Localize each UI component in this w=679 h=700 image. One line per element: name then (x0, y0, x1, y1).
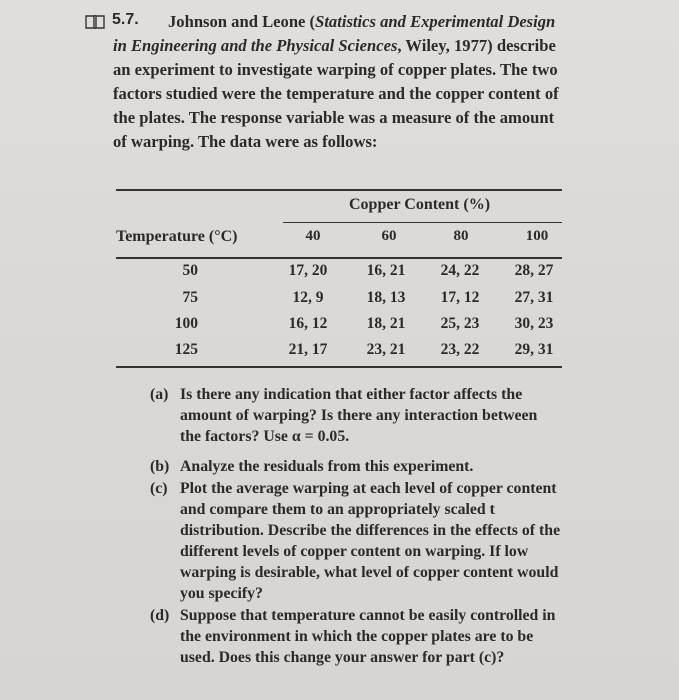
table-cell: 24, 22 (440, 262, 480, 279)
question-label: (c) (150, 480, 168, 497)
col-header-80: 80 (453, 228, 469, 244)
row-temp-75: 75 (182, 289, 198, 306)
temperature-header: Temperature (°C) (116, 228, 238, 245)
intro-authors: Johnson and Leone ( (168, 12, 316, 31)
copper-content-header: Copper Content (%) (349, 196, 491, 213)
question-label: (d) (150, 607, 170, 624)
table-cell: 23, 22 (440, 341, 480, 358)
problem-statement (113, 10, 563, 154)
question-c (150, 478, 562, 604)
table-top-rule (116, 189, 562, 191)
question-text: Plot the average warping at each level of copper content and compare them to an appropriately scaled t distribution. Describe the differences in the effects of the different levels of copper content on warping. If low warping is desirable, what level of copper content would you specify? (180, 480, 561, 602)
row-temp-100: 100 (174, 315, 198, 332)
book-icon (85, 15, 105, 29)
table-cell: 18, 13 (366, 289, 406, 306)
question-a (150, 384, 562, 447)
table-cell: 12, 9 (292, 289, 324, 306)
table-cell: 23, 21 (366, 341, 406, 358)
col-header-40: 40 (305, 228, 321, 244)
table-bottom-rule (116, 366, 562, 368)
row-temp-125: 125 (174, 341, 198, 358)
table-cell: 17, 12 (440, 289, 480, 306)
question-label: (a) (150, 386, 169, 403)
table-cell: 25, 23 (440, 315, 480, 332)
table-cell: 18, 21 (366, 315, 406, 332)
table-cell: 16, 21 (366, 262, 406, 279)
table-cell: 16, 12 (288, 315, 328, 332)
table-cell: 29, 31 (514, 341, 554, 358)
question-b (150, 456, 562, 477)
question-d (150, 605, 562, 668)
intro-book-title: Statistics and Experimental Design in Engineering and the Physical Sciences (113, 12, 556, 55)
table-cell: 27, 31 (514, 289, 554, 306)
question-label: (b) (150, 458, 170, 475)
question-text: Suppose that temperature cannot be easily controlled in the environment in which the copper plates are to be used. Does this change your answer for part (c)? (180, 607, 556, 666)
intro-body: , Wiley, 1977) describe an experiment to investigate warping of copper plates. The two factors studied were the temperature and the copper content of the plates. The response variable was a measure of the amount of warping. The data were as follows: (113, 36, 559, 151)
table-cell: 28, 27 (514, 262, 554, 279)
table-header-rule (116, 257, 562, 259)
question-text: Is there any indication that either factor affects the amount of warping? Is there any interaction between the factors? Use α = 0.05. (180, 386, 538, 445)
table-cell: 17, 20 (288, 262, 328, 279)
col-header-60: 60 (381, 228, 397, 244)
col-header-100: 100 (525, 228, 549, 244)
table-cell: 30, 23 (514, 315, 554, 332)
problem-number: 5.7. (112, 11, 139, 28)
table-cell: 21, 17 (288, 341, 328, 358)
row-temp-50: 50 (182, 262, 198, 279)
copper-header-rule (283, 222, 562, 223)
question-text: Analyze the residuals from this experiment. (180, 458, 474, 475)
